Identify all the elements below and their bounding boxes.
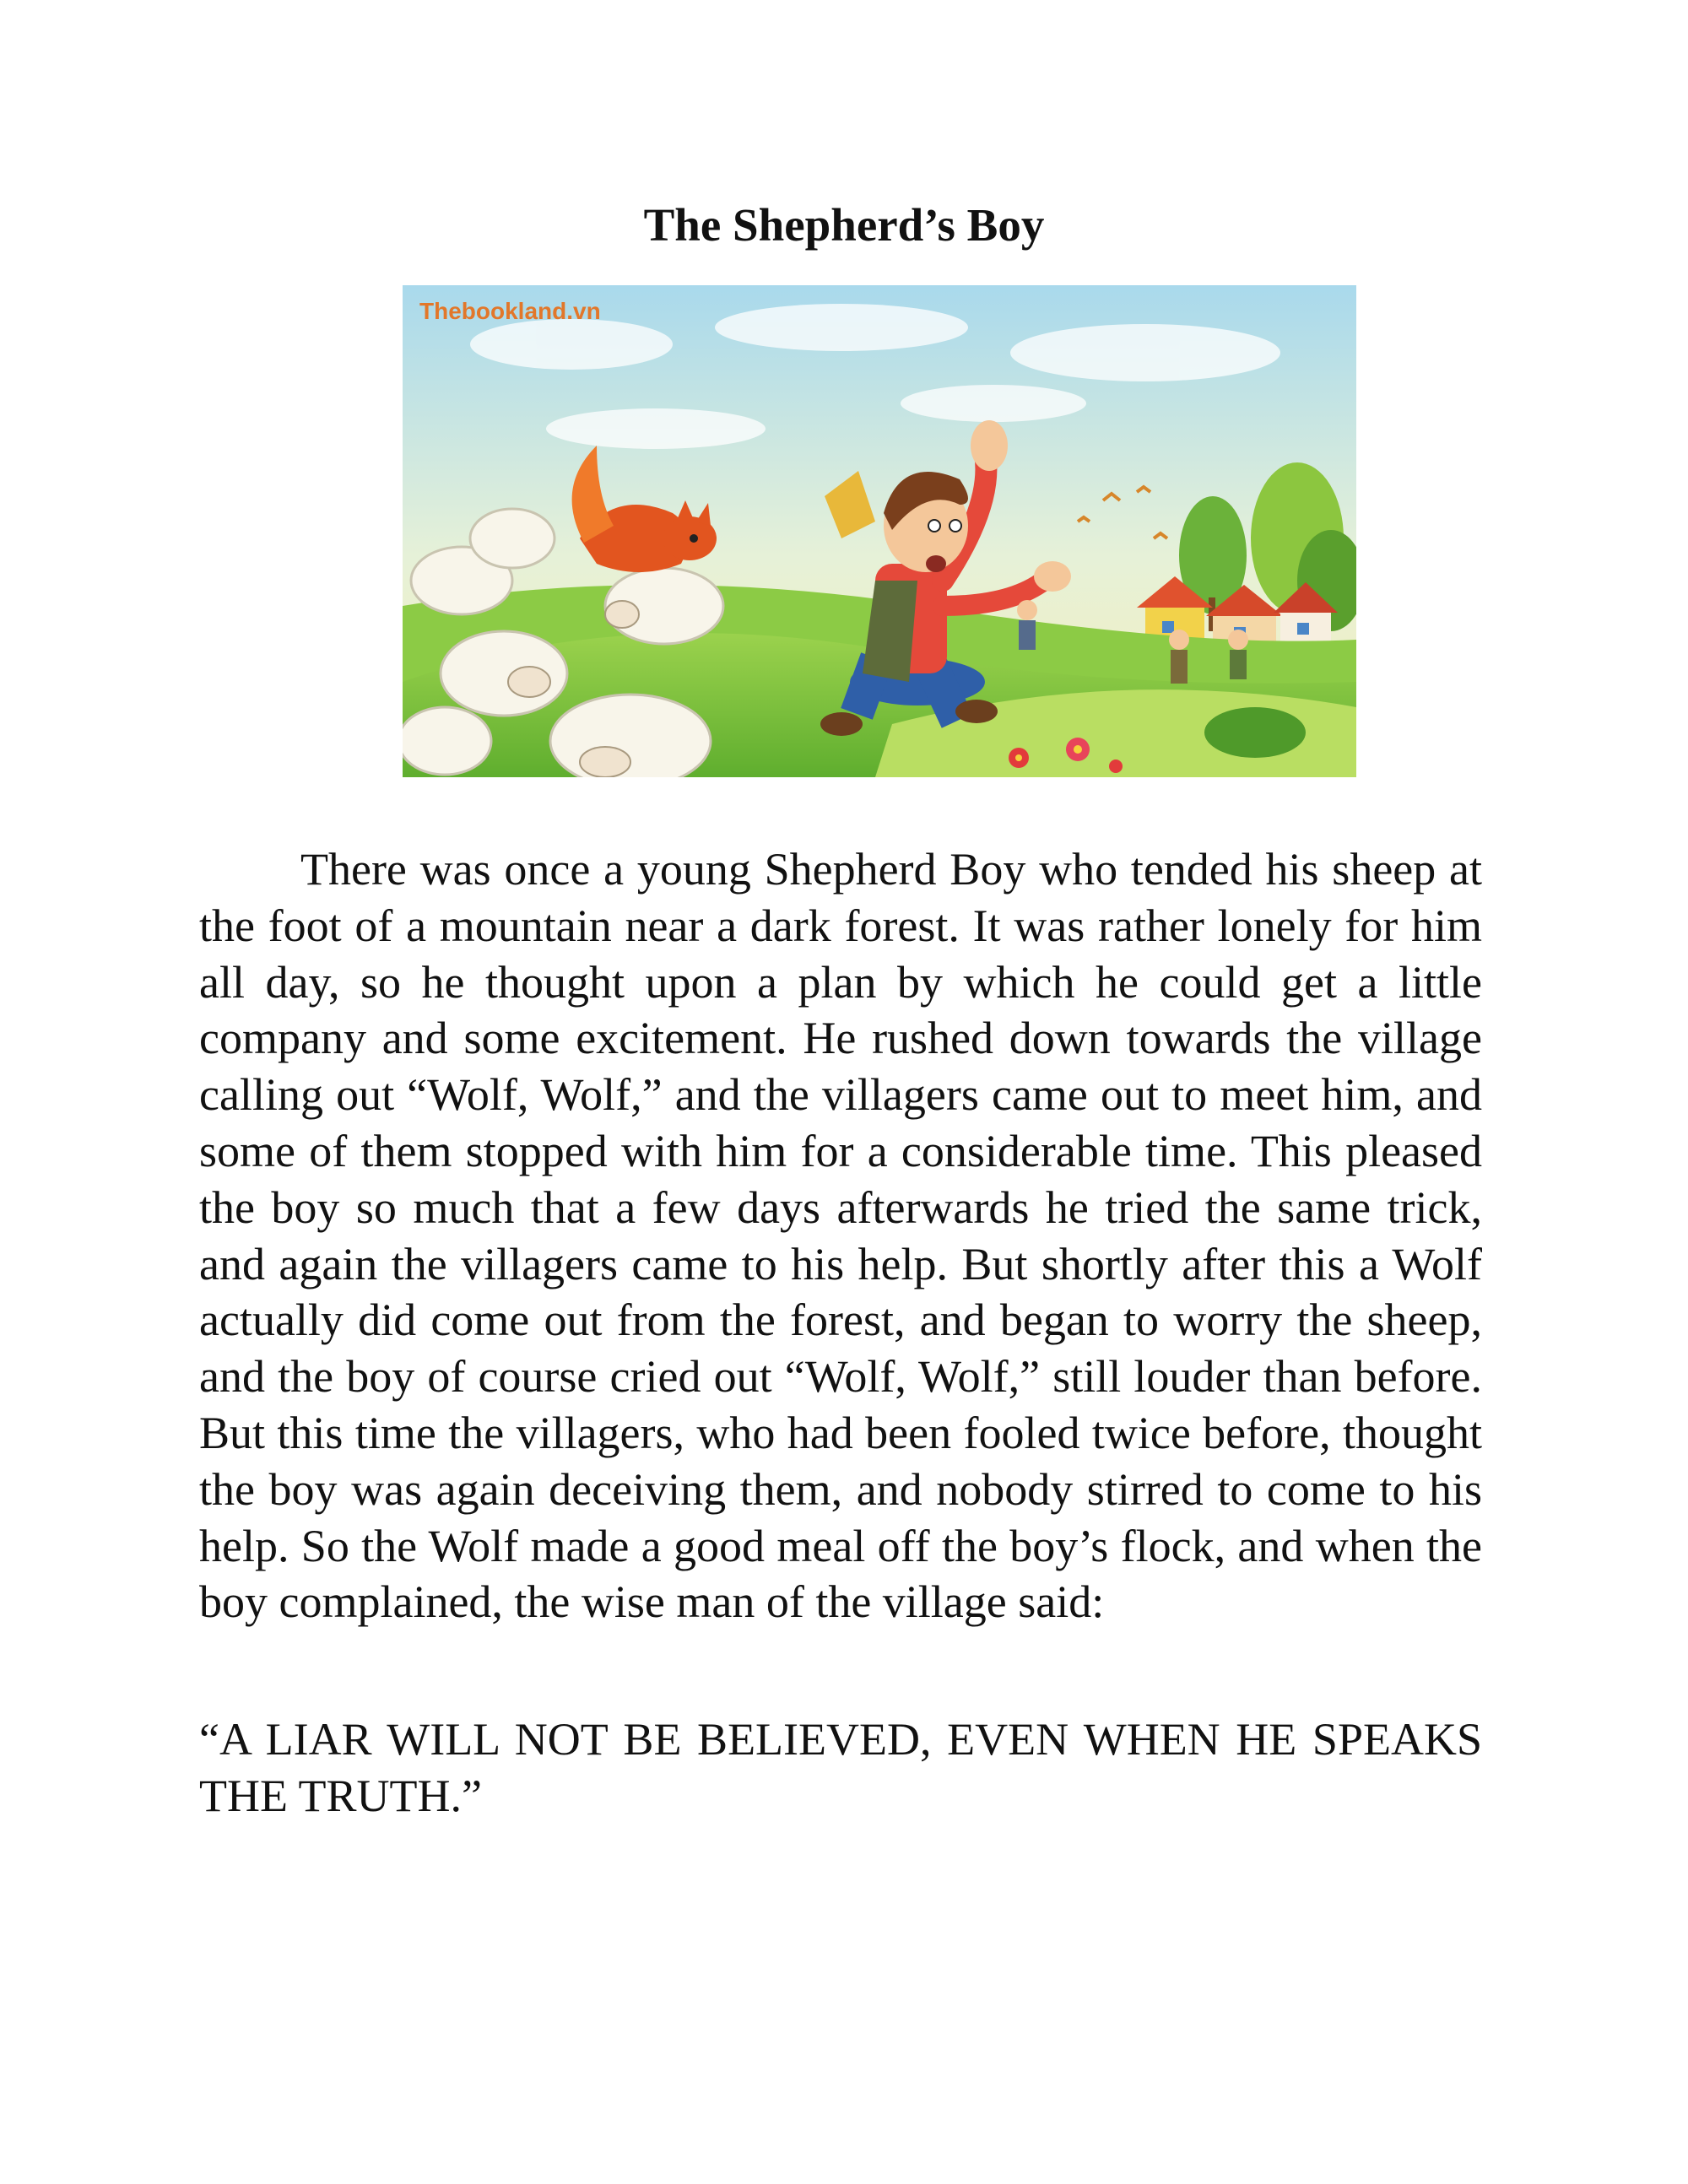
bush bbox=[1204, 707, 1306, 758]
story-illustration bbox=[403, 285, 1356, 777]
watermark: Thebookland.vn bbox=[419, 298, 601, 324]
page-title: The Shepherd’s Boy bbox=[643, 199, 1045, 251]
moral-text: “A LIAR WILL NOT BE BELIEVED, EVEN WHEN HE SPEAKS THE TRUTH.” bbox=[199, 1714, 1482, 1821]
story-paragraph: There was once a young Shepherd Boy who tended his sheep at the foot of a mountain near a dark forest. It was rather lonely for him all day, so he thought upon a plan by which he could get a little company and some excitement. He rushed down towards the village calling out “Wolf, Wolf,” and the villagers came out to meet him, and some of them stopped with him for a considerable time. This pleased the boy so much that a few days afterwards he tried the same trick, and again the villagers came to his help. But shortly after this a Wolf actually did come out from the forest, and began to worry the sheep, and the boy of course cried out “Wolf, Wolf,” still louder than before. But this time the villagers, who had been fooled twice before, thought the boy was again deceiving them, and nobody stirred to come to his help. So the Wolf made a good meal off the boy’s flock, and when the boy complained, the wise man of the village said: bbox=[199, 844, 1482, 1628]
